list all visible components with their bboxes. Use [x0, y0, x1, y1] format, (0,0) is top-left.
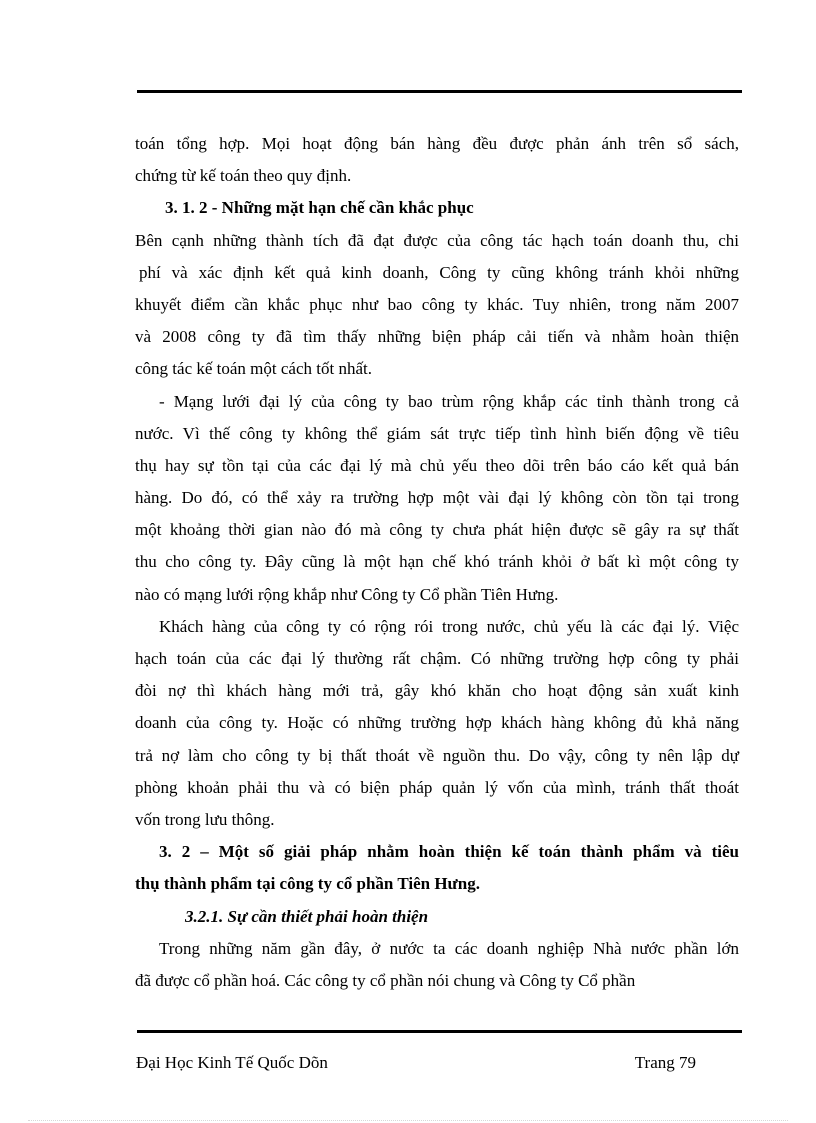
paragraph-line: hàng. Do đó, có thể xảy ra trường hợp một vài đại lý không còn tồn tại trong	[135, 488, 739, 508]
paragraph-line: Bên cạnh những thành tích đã đạt được của công tác hạch toán doanh thu, chi	[135, 230, 739, 250]
paragraph-line: - Mạng lưới đại lý của công ty bao trùm rộng khắp các tỉnh thành trong cả	[159, 391, 739, 411]
paragraph-line: nào có mạng lưới rộng khắp như Công ty Cổ phần Tiên Hưng.	[135, 584, 559, 604]
paragraph-line: khuyết điểm cần khắc phục như bao công ty khác. Tuy nhiên, trong năm 2007	[135, 294, 739, 314]
header-rule	[137, 90, 742, 93]
paragraph-line: Trong những năm gần đây, ở nước ta các doanh nghiệp Nhà nước phần lớn	[159, 938, 739, 958]
paragraph-line: doanh của công ty. Hoặc có những trường hợp khách hàng không đủ khả năng	[135, 713, 739, 733]
page-body	[135, 128, 739, 997]
paragraph-line: trả nợ làm cho công ty bị thất thoát về nguồn thu. Do vậy, công ty nên lập dự	[135, 745, 739, 765]
paragraph-line: nước. Vì thế công ty không thể giám sát trực tiếp tình hình biến động về tiêu	[135, 423, 739, 443]
paragraph-line: một khoảng thời gian nào đó mà công ty chưa phát hiện được sẽ gây ra sự thất	[135, 520, 739, 540]
footer-page-number: Trang 79	[634, 1053, 696, 1072]
paragraph-line: hạch toán của các đại lý thường rất chậm. Có những trường hợp công ty phải	[135, 649, 739, 668]
paragraph-line: phí và xác định kết quả kinh doanh, Công ty cũng không tránh khỏi những	[139, 262, 739, 282]
paragraph-line: đòi nợ thì khách hàng mới trả, gây khó khăn cho hoạt động sản xuất kinh	[135, 681, 739, 701]
footer-school: Đại Học Kinh Tế Quốc Dõn	[136, 1053, 328, 1072]
paragraph-line: chứng từ kế toán theo quy định.	[135, 166, 352, 186]
paragraph-line: phòng khoản phải thu và có biện pháp quản lý vốn của mình, tránh thất thoát	[135, 777, 739, 797]
section-heading-3-1-2: 3. 1. 2 - Những mặt hạn chế cần khắc phục	[165, 198, 474, 218]
paragraph-line: và 2008 công ty đã tìm thấy những biện pháp cải tiến và nhằm hoàn thiện	[135, 327, 739, 347]
page-bottom-divider	[28, 1120, 788, 1121]
footer-rule	[137, 1030, 742, 1033]
paragraph-line: vốn trong lưu thông.	[135, 809, 275, 829]
section-heading-3-2: 3. 2 – Một số giải pháp nhằm hoàn thiện kế toán thành phẩm và tiêu	[159, 842, 739, 862]
paragraph-line: công tác kế toán một cách tốt nhất.	[135, 359, 372, 379]
paragraph-line: toán tổng hợp. Mọi hoạt động bán hàng đều được phản ánh trên sổ sách,	[135, 134, 739, 153]
section-heading-3-2-cont: thụ thành phẩm tại công ty cổ phần Tiên Hưng.	[135, 874, 480, 894]
paragraph-line: thu cho công ty. Đây cũng là một hạn chế khó tránh khỏi ở bất kì một công ty	[135, 552, 739, 572]
paragraph-line: đã được cổ phần hoá. Các công ty cổ phần nói chung và Công ty Cổ phần	[135, 970, 636, 990]
paragraph-line: thụ hay sự tồn tại của các đại lý mà chủ yếu theo dõi trên báo cáo kết quả bán	[135, 455, 739, 475]
paragraph-line: Khách hàng của công ty có rộng rói trong nước, chủ yếu là các đại lý. Việc	[159, 616, 739, 636]
subsection-heading-3-2-1: 3.2.1. Sự cần thiết phải hoàn thiện	[185, 906, 429, 926]
